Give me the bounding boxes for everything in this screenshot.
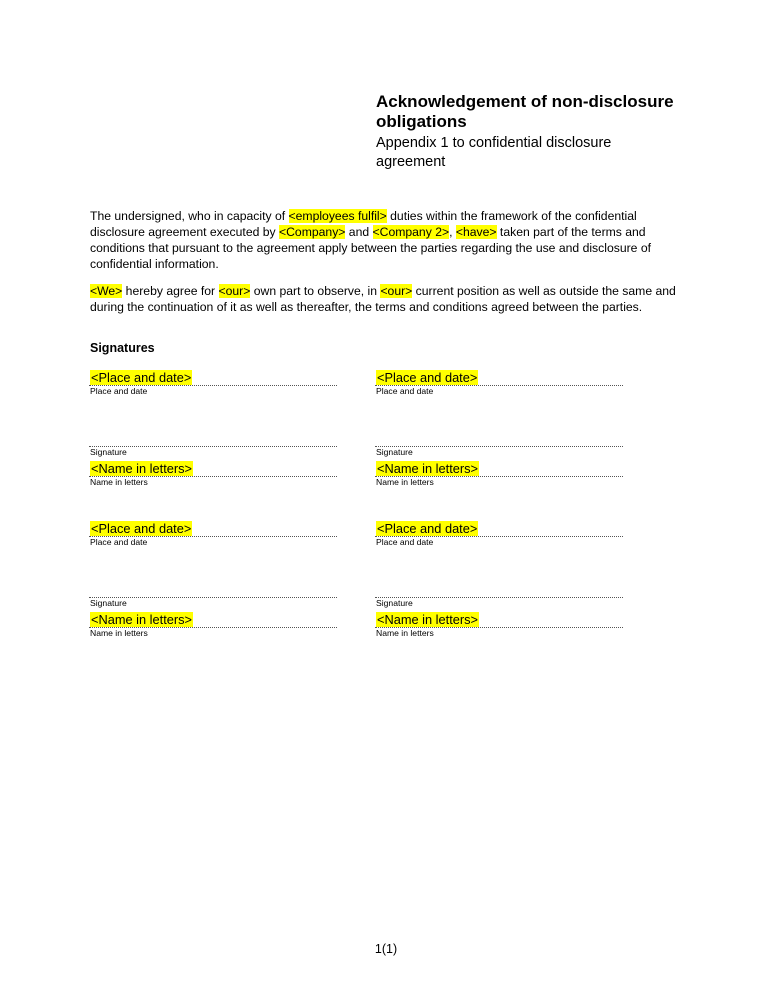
- name-field[interactable]: [89, 610, 337, 639]
- placeholder-employees: <employees fulfil>: [288, 209, 387, 223]
- name-field[interactable]: [375, 459, 623, 488]
- place-date-field[interactable]: [89, 368, 337, 397]
- name-field[interactable]: [375, 610, 623, 639]
- place-date-value[interactable]: <Place and date>: [91, 370, 192, 385]
- name-caption: Name in letters: [90, 628, 148, 638]
- name-value[interactable]: <Name in letters>: [377, 461, 479, 476]
- place-date-value[interactable]: <Place and date>: [377, 370, 478, 385]
- para1-text-1: The undersigned, who in capacity of: [90, 209, 289, 223]
- place-date-field[interactable]: [375, 368, 623, 397]
- placeholder-have: <have>: [455, 225, 497, 239]
- signature-field[interactable]: [375, 429, 623, 458]
- place-date-caption: Place and date: [376, 386, 434, 396]
- para1-text-3: and: [345, 225, 373, 239]
- paragraph-undersigned: [90, 208, 685, 272]
- title-block: [376, 92, 676, 172]
- name-field[interactable]: [89, 459, 337, 488]
- para2-text-3: current position as well as outside the same and during the continuation of it as well as thereafter, the terms and conditions agreed between the parties.: [90, 284, 676, 314]
- placeholder-our-2: <our>: [380, 284, 413, 298]
- paragraph-agreement: [90, 283, 685, 315]
- document-subtitle: Appendix 1 to confidential disclosure agreement: [376, 135, 612, 170]
- placeholder-we: <We>: [90, 284, 123, 298]
- signature-field[interactable]: [89, 429, 337, 458]
- signature-caption: Signature: [90, 598, 127, 608]
- place-date-caption: Place and date: [376, 537, 434, 547]
- signature-field[interactable]: [375, 580, 623, 609]
- name-value[interactable]: <Name in letters>: [377, 612, 479, 627]
- place-date-value[interactable]: <Place and date>: [91, 521, 192, 536]
- name-caption: Name in letters: [376, 477, 434, 487]
- placeholder-company-2: <Company 2>: [372, 225, 450, 239]
- name-value[interactable]: <Name in letters>: [91, 612, 193, 627]
- name-value[interactable]: <Name in letters>: [91, 461, 193, 476]
- para2-text-1: hereby agree for: [122, 284, 219, 298]
- placeholder-company: <Company>: [279, 225, 346, 239]
- signature-caption: Signature: [376, 598, 413, 608]
- place-date-field[interactable]: [375, 519, 623, 548]
- document-title: Acknowledgement of non-disclosure obligations: [376, 92, 674, 131]
- signatures-heading: Signatures: [90, 341, 155, 355]
- para1-text-2: duties within the framework of the confidential disclosure agreement executed by: [90, 209, 637, 239]
- signature-caption: Signature: [90, 447, 127, 457]
- signature-caption: Signature: [376, 447, 413, 457]
- placeholder-our: <our>: [218, 284, 251, 298]
- place-date-value[interactable]: <Place and date>: [377, 521, 478, 536]
- page-number: 1(1): [374, 942, 398, 956]
- place-date-field[interactable]: [89, 519, 337, 548]
- para1-text-4: ,: [449, 225, 456, 239]
- signature-field[interactable]: [89, 580, 337, 609]
- para2-text-2: own part to observe, in: [250, 284, 381, 298]
- name-caption: Name in letters: [90, 477, 148, 487]
- place-date-caption: Place and date: [90, 386, 148, 396]
- place-date-caption: Place and date: [90, 537, 148, 547]
- para1-text-5: taken part of the terms and conditions that pursuant to the agreement apply between the parties regarding the use and disclosure of confidential information.: [90, 225, 651, 271]
- name-caption: Name in letters: [376, 628, 434, 638]
